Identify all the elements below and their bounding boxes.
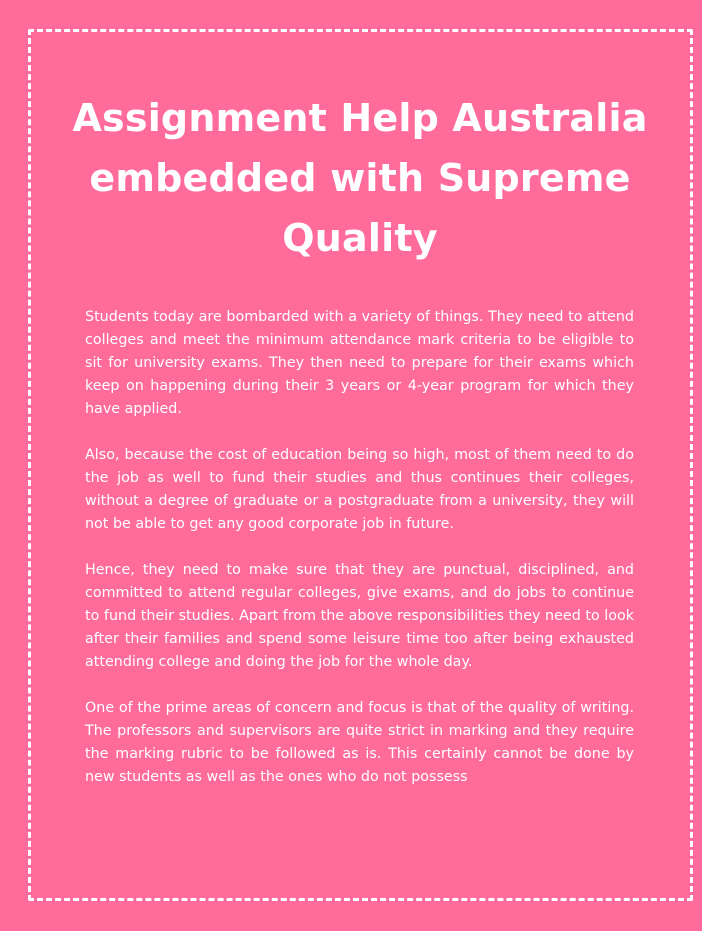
document-body — [85, 306, 634, 812]
paragraph-2: Also, because the cost of education being so high, most of them need to do the job as well to fund their studies and thus continues their colleges, without a degree of graduate or a postgraduate from a university, they will not be able to get any good corporate job in future. — [85, 447, 634, 532]
paragraph-3: Hence, they need to make sure that they are punctual, disciplined, and committed to attend regular colleges, give exams, and do jobs to continue to fund their studies. Apart from the above responsibilities they need to look after their families and spend some leisure time too after being exhausted attending college and doing the job for the whole day. — [85, 562, 634, 670]
document-title: Assignment Help Australia embedded with Supreme Quality — [72, 96, 648, 260]
paragraph-1: Students today are bombarded with a variety of things. They need to attend colleges and meet the minimum attendance mark criteria to be eligible to sit for university exams. They then need to prepare for their exams which keep on happening during their 3 years or 4-year program for which they have applied. — [85, 309, 634, 417]
paragraph-4: One of the prime areas of concern and focus is that of the quality of writing. The professors and supervisors are quite strict in marking and they require the marking rubric to be followed as is. This certainly cannot be done by new students as well as the ones who do not possess — [85, 700, 634, 785]
